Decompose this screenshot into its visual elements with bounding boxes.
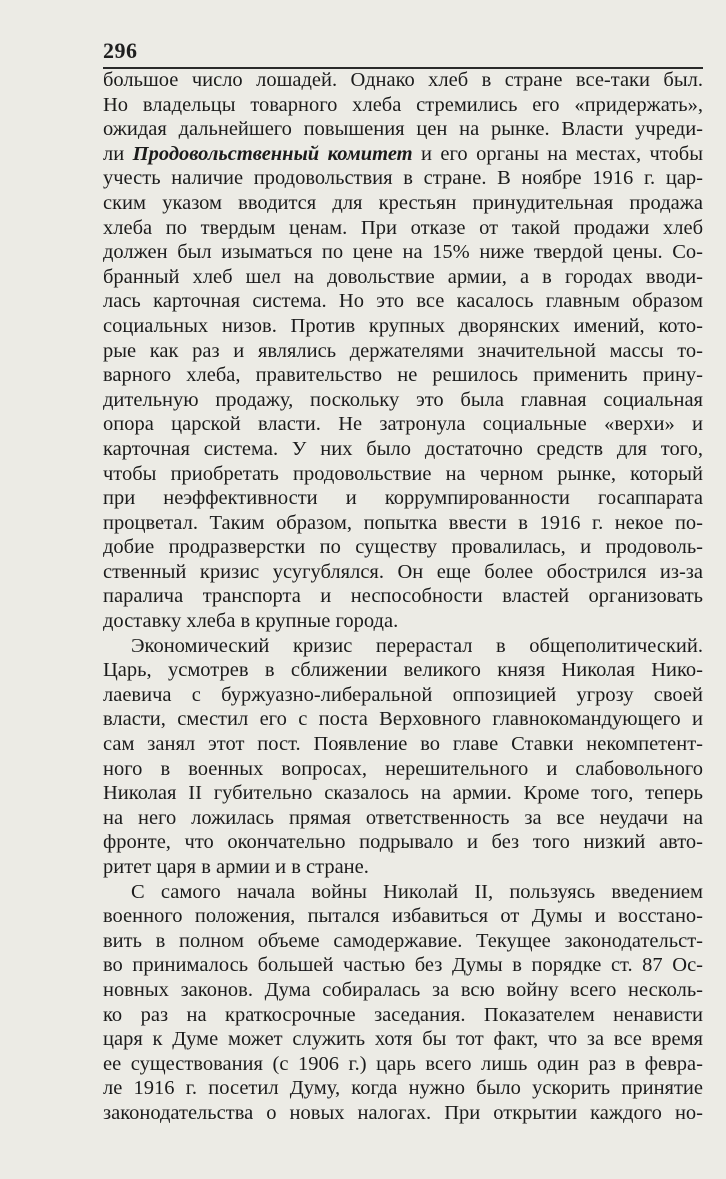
text-line: учесть наличие продовольствия в стране. В ноябре 1916 г. цар-: [103, 167, 703, 190]
text-line: ее существования (с 1906 г.) царь всего лишь один раз в февра-: [103, 1052, 703, 1075]
text-line: рые как раз и являлись держателями значительной массы то-: [103, 339, 703, 362]
text-line: Царь, усмотрев в сближении великого князя Николая Нико-: [103, 659, 703, 682]
text-line: паралича транспорта и неспособности властей организовать: [103, 585, 703, 608]
text-line: ко раз на краткосрочные заседания. Показателем ненависти: [103, 1003, 703, 1026]
text-line: Но владельцы товарного хлеба стремились его «придержать»,: [103, 93, 703, 116]
text-line: ственный кризис усугублялся. Он еще более обострился из-за: [103, 560, 703, 583]
text-fragment: и его органы на местах, чтобы: [412, 142, 703, 165]
text-line: большое число лошадей. Однако хлеб в стране все-таки был.: [103, 69, 703, 91]
text-line: Экономический кризис перерастал в общеполитический.: [131, 634, 703, 657]
text-line: должен был изыматься по цене на 15% ниже твердой цены. Со-: [103, 241, 703, 264]
text-line: чтобы приобретать продовольствие на черном рынке, который: [103, 462, 703, 485]
text-line: ожидая дальнейшего повышения цен на рынке. Власти учреди-: [103, 118, 703, 141]
text-line: во принималось большей частью без Думы в порядке ст. 87 Ос-: [103, 954, 703, 977]
text-line: Николая II губительно сказалось на армии. Кроме того, теперь: [103, 782, 703, 805]
text-line: хлеба по твердым ценам. При отказе от такой продажи хлеб: [103, 216, 703, 239]
text-line: ного в военных вопросах, нерешительного и слабовольного: [103, 757, 703, 780]
text-line: лась карточная система. Но это все касалось главным образом: [103, 290, 703, 313]
text-line-with-term: [103, 142, 703, 167]
text-line: фронте, что окончательно подрывало и без того низкий авто-: [103, 831, 703, 854]
paragraph-political-crisis: [103, 634, 703, 880]
text-line: царя к Думе может служить хотя бы тот факт, что за все время: [103, 1028, 703, 1051]
text-line: доставку хлеба в крупные города.: [103, 610, 399, 633]
body-text: [103, 68, 703, 1126]
paragraph-food-committee: [103, 68, 703, 634]
text-line: ле 1916 г. посетил Думу, когда нужно было ускорить принятие: [103, 1077, 703, 1100]
text-line: власти, сместил его с поста Верховного главнокомандующего и: [103, 708, 703, 731]
text-line: С самого начала войны Николай II, пользуясь введением: [131, 880, 703, 903]
text-line: военного положения, пытался избавиться от Думы и восстано-: [103, 905, 703, 928]
text-line: новных законов. Дума собиралась за всю войну всего несколь-: [103, 978, 703, 1001]
text-line: ритет царя в армии и в стране.: [103, 856, 369, 878]
text-line: опора царской власти. Не затронула социальные «верхи» и: [103, 413, 703, 436]
page-number: 296: [103, 38, 138, 63]
text-line: законодательства о новых налогах. При открытии каждого но-: [103, 1101, 703, 1124]
text-line: варного хлеба, правительство не решилось применить прину-: [103, 364, 703, 387]
text-line: вить в полном объеме самодержавие. Текущее законодательст-: [103, 929, 703, 952]
paragraph-duma: [103, 880, 703, 1126]
text-line: добие продразверстки по существу провалилась, и продоволь-: [103, 536, 703, 559]
text-line: социальных низов. Против крупных дворянских имений, кото-: [103, 314, 703, 337]
text-line: бранный хлеб шел на довольствие армии, а в городах вводи-: [103, 265, 703, 288]
text-line: на него ложилась прямая ответственность за все неудачи на: [103, 806, 703, 829]
text-line: процветал. Таким образом, попытка ввести в 1916 г. некое по-: [103, 511, 703, 534]
text-line: сам занял этот пост. Появление во главе Ставки некомпетент-: [103, 733, 703, 756]
text-fragment: ли: [103, 142, 133, 165]
text-line: лаевича с буржуазно-либеральной оппозицией угрозу своей: [103, 683, 703, 706]
text-line: карточная система. У них было достаточно средств для того,: [103, 437, 703, 460]
highlighted-term: Продовольственный комитет: [132, 142, 413, 165]
text-line: при неэффективности и коррумпированности госаппарата: [103, 487, 703, 510]
text-line: дительную продажу, поскольку это была главная социальная: [103, 388, 703, 411]
text-line: ским указом вводится для крестьян принудительная продажа: [103, 191, 703, 214]
